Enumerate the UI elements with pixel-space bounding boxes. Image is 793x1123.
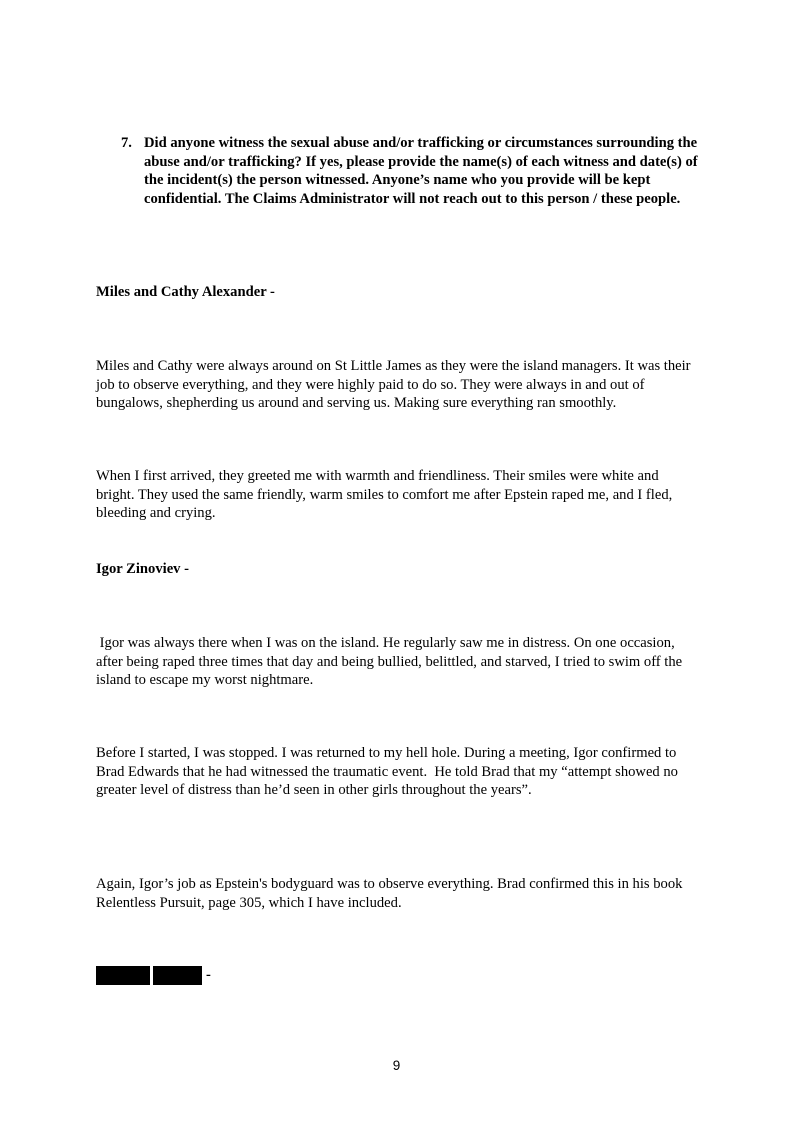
redacted-heading-suffix: -: [206, 966, 211, 983]
alexander-paragraph-1: Miles and Cathy were always around on St Little James as they were the island managers. It was their job to observe everything, and they were highly paid to do so. They were always in and out of bungalows, shepherding us around and serving us. Making sure everything ran smoothly.: [96, 358, 691, 411]
page-number: 9: [392, 1058, 401, 1073]
witness-heading-zinoviev: Igor Zinoviev -: [96, 561, 189, 577]
zinoviev-paragraph-2: Before I started, I was stopped. I was returned to my hell hole. During a meeting, Igor confirmed to Brad Edwards that he had witnessed the traumatic event. He told Brad that my “attempt showed no greater level of distress than he’d seen in other girls throughout the years”.: [96, 745, 682, 798]
zinoviev-paragraph-3: Again, Igor’s job as Epstein's bodyguard was to observe everything. Brad confirmed this in his book Relentless Pursuit, page 305, which I have included.: [96, 876, 683, 911]
question-number: 7.: [121, 135, 132, 151]
alexander-paragraph-2: When I first arrived, they greeted me with warmth and friendliness. Their smiles were white and bright. They used the same friendly, warm smiles to comfort me after Epstein raped me, and I fled, bleeding and crying.: [96, 468, 673, 521]
witness-heading-redacted: [96, 965, 211, 985]
question-7: [121, 134, 701, 208]
redaction-block: [96, 966, 150, 985]
question-text: Did anyone witness the sexual abuse and/or trafficking or circumstances surrounding the abuse and/or trafficking? If yes, please provide the name(s) of each witness and date(s) of the incident(s) the person witnessed. Anyone’s name who you provide will be kept confidential. The Claims Administrator will not reach out to this person / these people.: [144, 135, 698, 207]
redaction-block: [153, 966, 202, 985]
zinoviev-paragraph-1: Igor was always there when I was on the island. He regularly saw me in distress. On one occasion, after being raped three times that day and being bullied, belittled, and starved, I tried to swim off the island to escape my worst nightmare.: [96, 635, 686, 688]
witness-heading-alexander: Miles and Cathy Alexander -: [96, 284, 275, 300]
